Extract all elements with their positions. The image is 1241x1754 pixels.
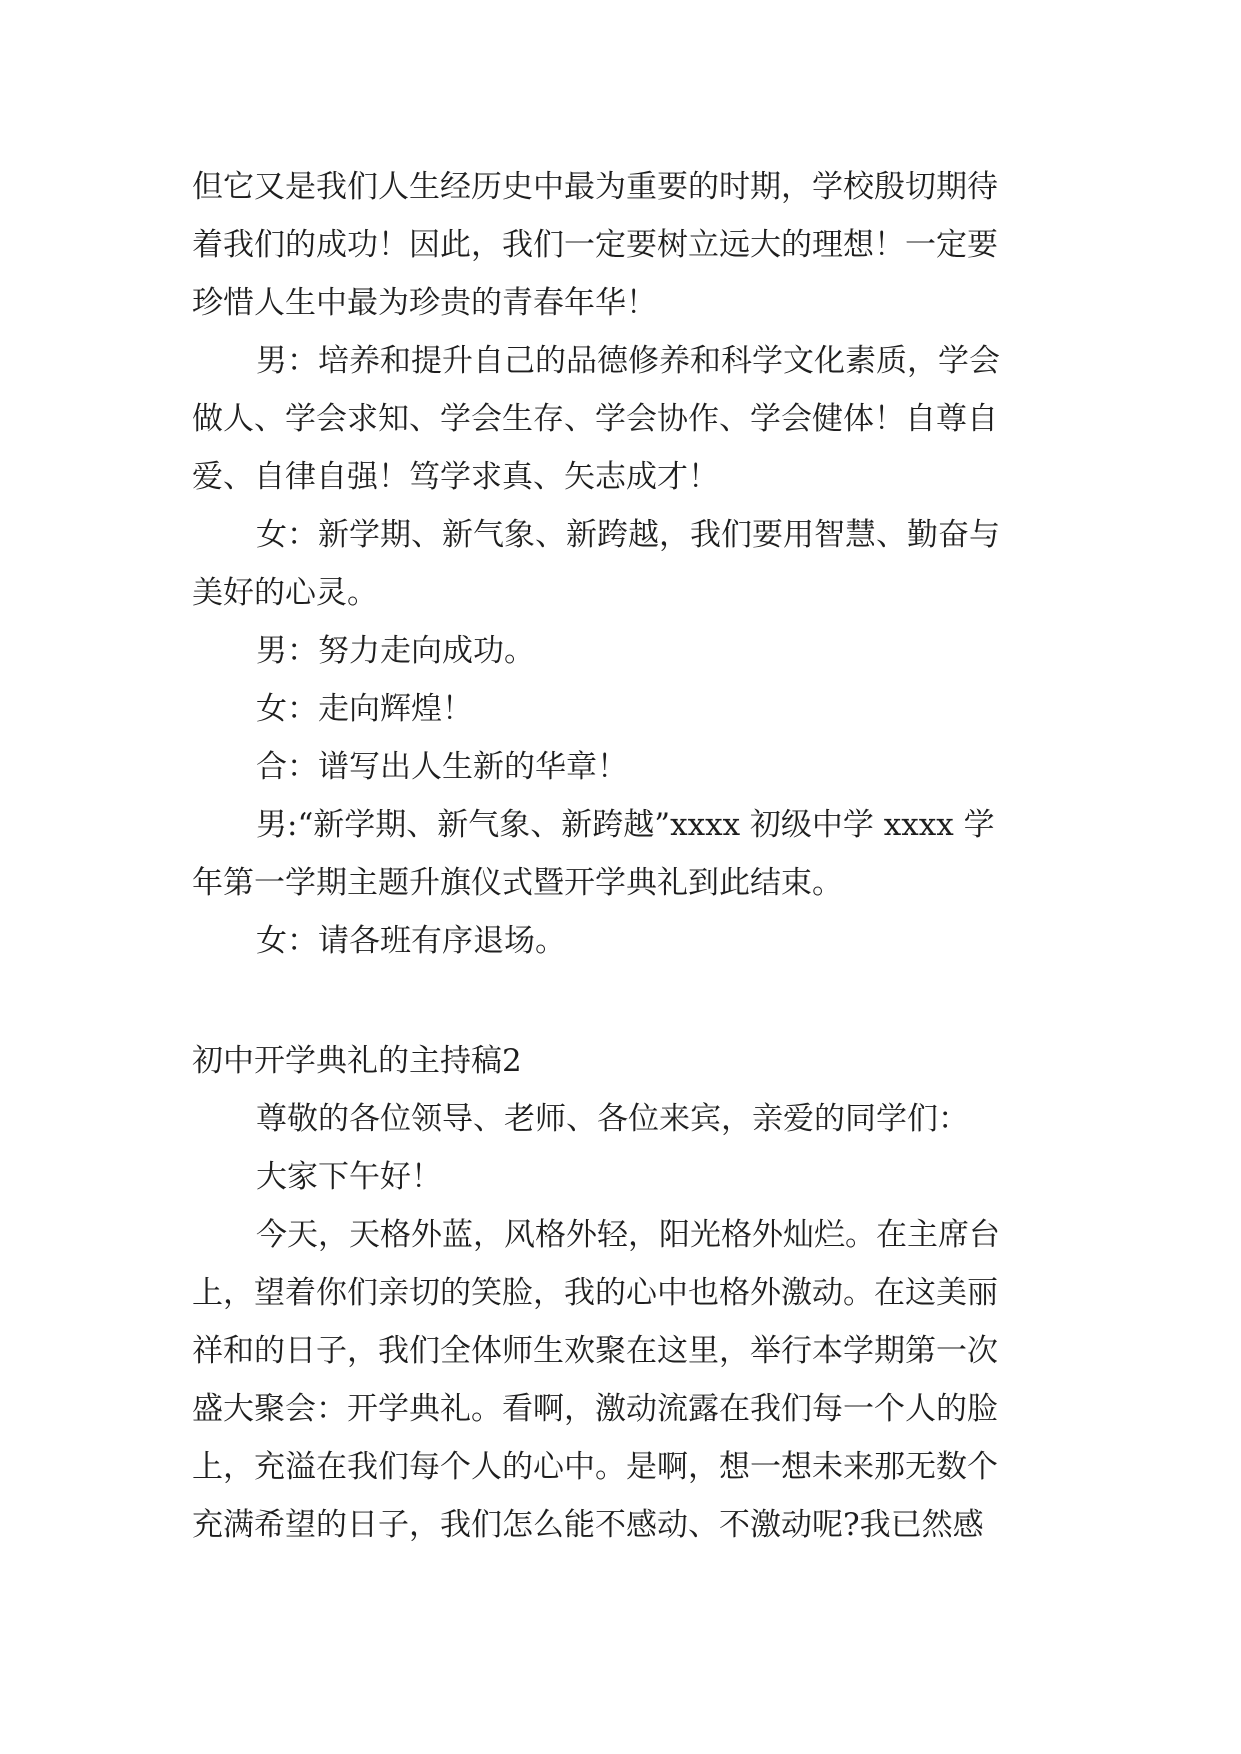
paragraph-line: 盛大聚会：开学典礼。看啊，激动流露在我们每一个人的脸 [192, 1391, 998, 1427]
paragraph-line: 男:“新学期、新气象、新跨越”xxxx 初级中学 xxxx 学 [256, 807, 995, 843]
paragraph-line: 男：培养和提升自己的品德修养和科学文化素质，学会 [256, 343, 1000, 379]
paragraph-line: 祥和的日子，我们全体师生欢聚在这里，举行本学期第一次 [192, 1333, 998, 1369]
document-body [192, 158, 1072, 1554]
section-title: 初中开学典礼的主持稿2 [192, 1043, 522, 1079]
paragraph-line: 女：走向辉煌！ [256, 691, 473, 727]
paragraph-line: 女：新学期、新气象、新跨越，我们要用智慧、勤奋与 [256, 517, 1000, 553]
paragraph-line: 合：谱写出人生新的华章！ [256, 749, 628, 785]
paragraph-line: 但它又是我们人生经历史中最为重要的时期，学校殷切期待 [192, 169, 998, 205]
paragraph-line: 珍惜人生中最为珍贵的青春年华！ [192, 285, 657, 321]
paragraph-line: 充满希望的日子，我们怎么能不感动、不激动呢?我已然感 [192, 1507, 984, 1543]
paragraph-line: 女：请各班有序退场。 [256, 923, 566, 959]
section-spacer [192, 970, 1072, 1028]
paragraph-line: 爱、自律自强！笃学求真、矢志成才！ [192, 459, 719, 495]
paragraph-line: 尊敬的各位领导、老师、各位来宾，亲爱的同学们： [256, 1101, 969, 1137]
paragraph-line: 上，充溢在我们每个人的心中。是啊，想一想未来那无数个 [192, 1449, 998, 1485]
paragraph-line: 上，望着你们亲切的笑脸，我的心中也格外激动。在这美丽 [192, 1275, 998, 1311]
paragraph-line: 大家下午好！ [256, 1159, 442, 1195]
paragraph-line: 做人、学会求知、学会生存、学会协作、学会健体！自尊自 [192, 401, 998, 437]
paragraph-line: 年第一学期主题升旗仪式暨开学典礼到此结束。 [192, 865, 843, 901]
paragraph-line: 男：努力走向成功。 [256, 633, 535, 669]
paragraph-line: 美好的心灵。 [192, 575, 378, 611]
paragraph-line: 着我们的成功！因此，我们一定要树立远大的理想！一定要 [192, 227, 998, 263]
paragraph-line: 今天，天格外蓝，风格外轻，阳光格外灿烂。在主席台 [256, 1217, 1000, 1253]
